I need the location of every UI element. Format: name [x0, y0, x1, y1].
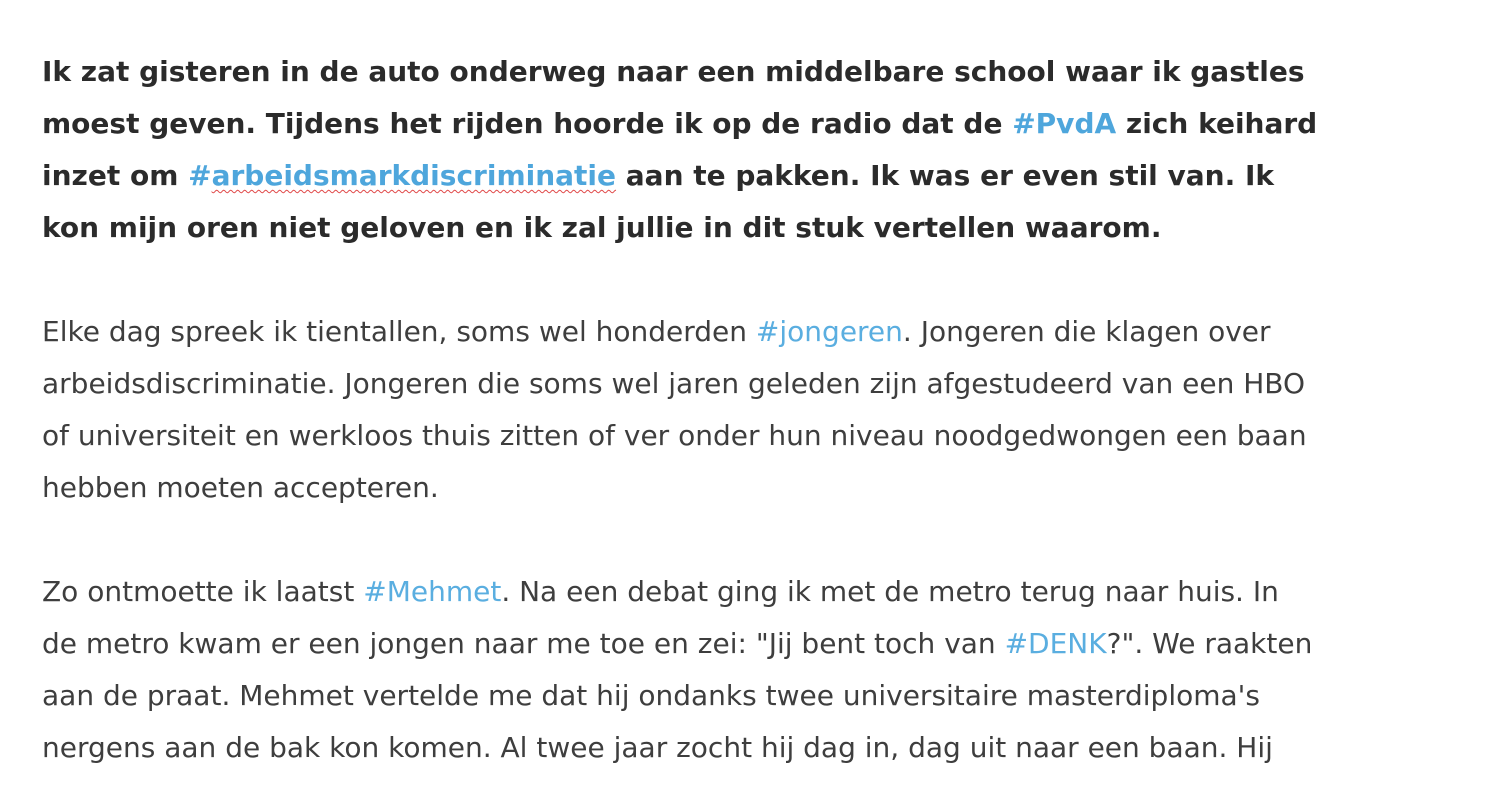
body-paragraph-2 [42, 566, 1462, 774]
body-text: ?". We raakten [1106, 627, 1313, 660]
lead-text: aan te pakken. Ik was er even stil van. Ik [616, 159, 1275, 192]
body-text: nergens aan de bak kon komen. Al twee jaar zocht hij dag in, dag uit naar een baan. Hij [42, 731, 1273, 764]
body-line [42, 358, 1462, 410]
lead-paragraph [42, 46, 1462, 254]
body-text: hebben moeten accepteren. [42, 471, 439, 504]
hashtag-word-misspelled: arbeidsmarkdiscriminatie [211, 159, 617, 192]
body-text: of universiteit en werkloos thuis zitten of ver onder hun niveau noodgedwongen een baan [42, 419, 1307, 452]
body-line [42, 566, 1462, 618]
body-text: de metro kwam er een jongen naar me toe en zei: "Jij bent toch van [42, 627, 1005, 660]
hashtag-symbol: # [188, 159, 212, 192]
body-line [42, 670, 1462, 722]
body-text: arbeidsdiscriminatie. Jongeren die soms wel jaren geleden zijn afgestudeerd van een HBO [42, 367, 1306, 400]
hashtag-link-denk[interactable]: #DENK [1004, 627, 1107, 660]
body-text: Elke dag spreek ik tientallen, soms wel honderden [42, 315, 756, 348]
hashtag-link-mehmet[interactable]: #Mehmet [363, 575, 502, 608]
body-line [42, 722, 1462, 774]
body-line [42, 410, 1462, 462]
article-body [42, 46, 1462, 774]
lead-text: kon mijn oren niet geloven en ik zal jullie in dit stuk vertellen waarom. [42, 211, 1162, 244]
lead-line [42, 202, 1462, 254]
body-line [42, 618, 1462, 670]
body-line [42, 462, 1462, 514]
body-line [42, 306, 1462, 358]
lead-line [42, 98, 1462, 150]
hashtag-link-pvda[interactable]: #PvdA [1012, 107, 1117, 140]
lead-text: inzet om [42, 159, 189, 192]
hashtag-link-arbeidsmarkdiscriminatie[interactable] [188, 159, 616, 192]
hashtag-link-jongeren[interactable]: #jongeren [755, 315, 903, 348]
body-text: Zo ontmoette ik laatst [42, 575, 364, 608]
lead-text: Ik zat gisteren in de auto onderweg naar een middelbare school waar ik gastles [42, 55, 1305, 88]
body-text: . Na een debat ging ik met de metro terug naar huis. In [501, 575, 1279, 608]
body-text: . Jongeren die klagen over [902, 315, 1271, 348]
lead-line [42, 150, 1462, 202]
lead-line [42, 46, 1462, 98]
body-paragraph-1 [42, 306, 1462, 514]
body-text: aan de praat. Mehmet vertelde me dat hij ondanks twee universitaire masterdiploma's [42, 679, 1260, 712]
lead-text: zich keihard [1116, 107, 1318, 140]
lead-text: moest geven. Tijdens het rijden hoorde ik op de radio dat de [42, 107, 1013, 140]
